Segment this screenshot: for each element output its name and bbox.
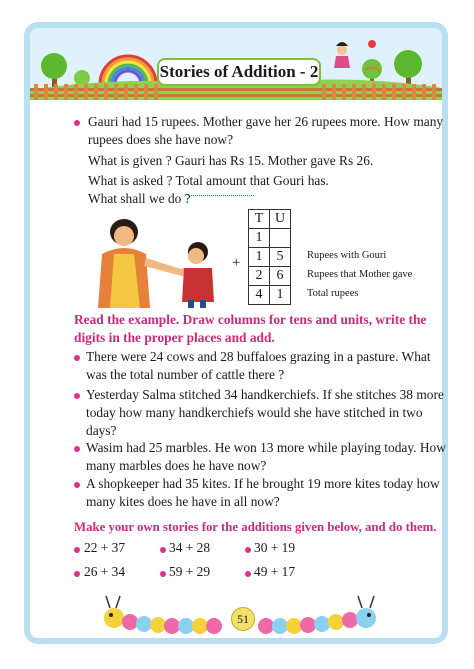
problem1-line2: rupees does she have now? [88, 132, 234, 147]
problem1-line1: Gauri had 15 rupees. Mother gave her 26 rupees more. How many [88, 114, 444, 129]
bullet [74, 355, 80, 361]
bullet [160, 547, 166, 553]
sum-item: 59 + 29 [169, 564, 211, 579]
balloon-icon [368, 40, 376, 48]
cell-carry-units [270, 229, 291, 248]
instruction-line1: Read the example. Draw columns for tens and units, write the [74, 312, 427, 327]
bullet [160, 571, 166, 577]
header-tens: T [249, 210, 270, 229]
make-own-instruction: Make your own stories for the additions given below, and do them. [74, 520, 437, 534]
bullet [245, 547, 251, 553]
table-row [249, 248, 291, 267]
label-rupees-mother: Rupees that Mother gave [307, 269, 413, 280]
problem-kites-line2: many kites does he have in all now? [86, 494, 280, 509]
child-icon [182, 242, 214, 308]
sum-item: 26 + 34 [84, 564, 126, 579]
cell-total-tens: 4 [249, 286, 270, 305]
bullet [74, 547, 80, 553]
answer-blank [188, 195, 254, 196]
table-header-row [249, 210, 291, 229]
sum-item: 30 + 19 [254, 540, 296, 555]
problem-wasim-line1: Wasim had 25 marbles. He won 13 more while playing today. How [86, 440, 446, 455]
problem-salma-line2: today how many handkerchiefs would she have stitched in two [86, 405, 423, 420]
cell-tens: 1 [249, 248, 270, 267]
header-units: U [270, 210, 291, 229]
cell-units: 6 [270, 267, 291, 286]
instruction-line2: digits in the proper places and add. [74, 330, 275, 345]
bullet [74, 446, 80, 452]
page-number: 51 [231, 607, 255, 631]
sum-item: 34 + 28 [169, 540, 211, 555]
problem-salma-line1: Yesterday Salma stitched 34 handkerchiefs. If she stitches 38 more [86, 387, 444, 402]
problem-salma-line3: days? [86, 423, 117, 438]
cell-tens: 2 [249, 267, 270, 286]
bullet [245, 571, 251, 577]
table-row [249, 286, 291, 305]
problem-cows-line1: There were 24 cows and 28 buffaloes grazing in a pasture. What [86, 349, 431, 364]
table-row [249, 229, 291, 248]
cell-total-units: 1 [270, 286, 291, 305]
table-row [249, 267, 291, 286]
bullet [74, 482, 80, 488]
sum-item: 22 + 37 [84, 540, 126, 555]
bullet [74, 571, 80, 577]
label-rupees-gouri: Rupees with Gouri [307, 250, 387, 261]
page-title: Stories of Addition - 2 [157, 58, 321, 86]
label-total-rupees: Total rupees [307, 288, 359, 299]
tens-units-table [248, 209, 291, 305]
cell-carry-tens: 1 [249, 229, 270, 248]
problem1-asked: What is asked ? Total amount that Gouri has. [88, 173, 329, 188]
problem-wasim-line2: many marbles does he have now? [86, 458, 267, 473]
bullet [74, 120, 80, 126]
mother-child-illustration [84, 214, 224, 308]
problem-cows-line2: was the total number of cattle there ? [86, 367, 285, 382]
bullet [74, 393, 80, 399]
mother-icon [98, 219, 188, 308]
problem1-given: What is given ? Gauri has Rs 15. Mother gave Rs 26. [88, 153, 374, 168]
problem-kites-line1: A shopkeeper had 35 kites. If he brought 19 more kites today how [86, 476, 440, 491]
sum-item: 49 + 17 [254, 564, 296, 579]
plus-sign: + [232, 255, 241, 271]
problem1-do: What shall we do ? [88, 191, 191, 206]
cell-units: 5 [270, 248, 291, 267]
